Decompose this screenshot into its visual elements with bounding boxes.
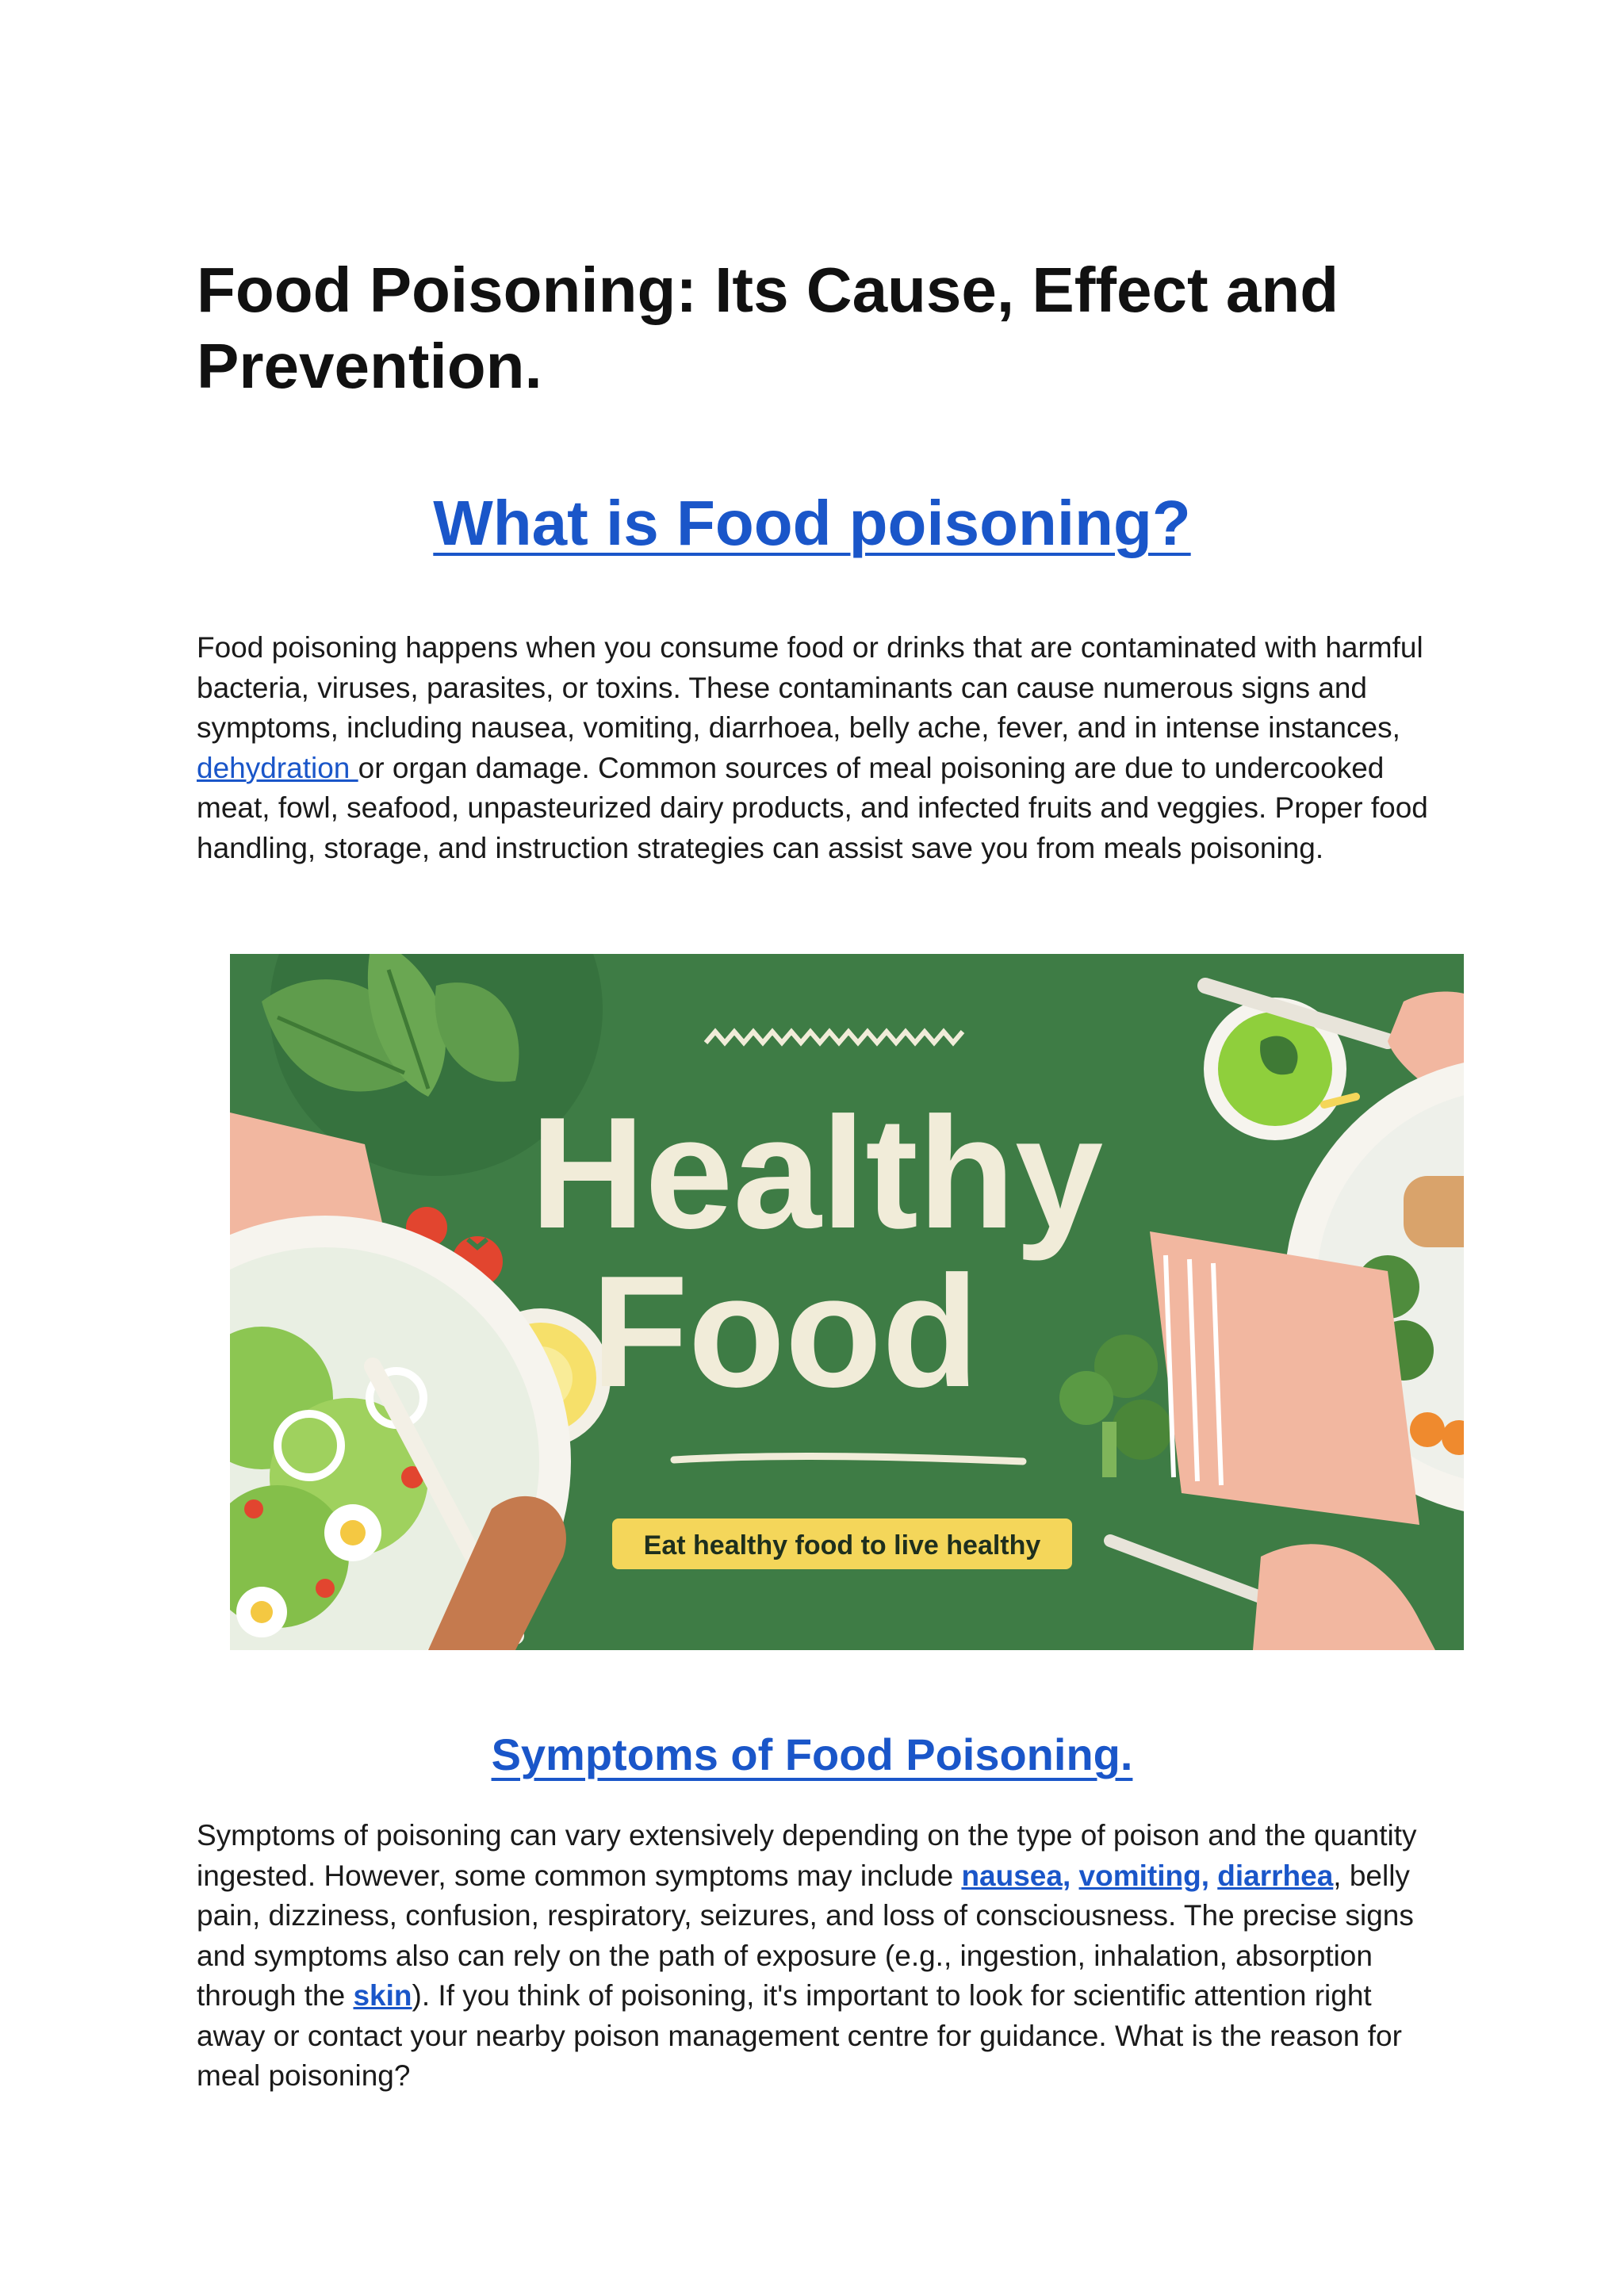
vomiting-link[interactable]: vomiting, [1078,1859,1209,1892]
symptoms-paragraph [197,1816,1434,2097]
symptoms-space-1 [1071,1859,1078,1892]
page-title: Food Poisoning: Its Cause, Effect and Prevention. [197,255,1339,401]
diarrhea-link[interactable]: diarrhea [1217,1859,1334,1892]
nausea-link[interactable]: nausea, [961,1859,1071,1892]
section-heading-symptoms-text: Symptoms of Food Poisoning. [491,1729,1133,1779]
healthy-food-banner-image [230,954,1464,1650]
section-heading-what-is[interactable] [0,485,1624,561]
intro-paragraph [197,628,1434,868]
banner-tagline: Eat healthy food to live healthy [643,1530,1041,1561]
skin-link[interactable]: skin [353,1979,412,2012]
symptoms-text-1: Symptoms of poisoning can vary extensively depending on the type of poison and the quantity ingested. However, some common symptoms may include [197,1819,1417,1892]
intro-text-before-link: Food poisoning happens when you consume food or drinks that are contaminated with harmful bacteria, viruses, parasites, or toxins. These contaminants can cause numerous signs and symptoms, including nausea, vomiting, diarrhoea, belly ache, fever, and in intense instances, [197,631,1423,744]
section-heading-what-is-text: What is Food poisoning? [433,488,1191,558]
banner-headline-line1: Healthy [530,1085,1104,1262]
intro-text-after-link: or organ damage. Common sources of meal poisoning are due to undercooked meat, fowl, seafood, unpasteurized dairy products, and infected fruits and veggies. Proper food handling, storage, and instruction strategies can assist save you from meals poisoning. [197,751,1428,864]
symptoms-text-2: , belly pain, dizziness, confusion, respiratory, seizures, and loss of consciousness. The precise signs and symptoms also can rely on the path of exposure (e.g., ingestion, inhalation, absorption through the [197,1859,1414,2012]
symptoms-text-3: ). If you think of poisoning, it's important to look for scientific attention right away or contact your nearby poison management centre for guidance. What is the reason for meal poisoning? [197,1979,1402,2092]
dehydration-link[interactable]: dehydration [197,751,358,784]
symptoms-space-2 [1209,1859,1217,1892]
section-heading-symptoms[interactable] [0,1727,1624,1783]
banner-headline-line2: Food [591,1243,979,1420]
